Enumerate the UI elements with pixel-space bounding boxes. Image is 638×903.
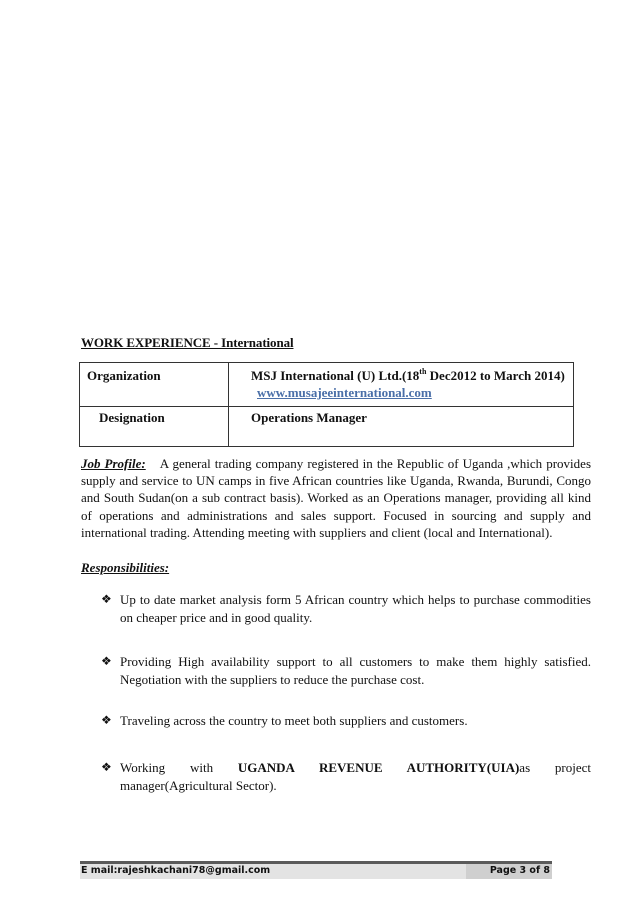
designation-value: Operations Manager: [229, 407, 574, 447]
list-item: ❖ Providing High availability support to all customers to make them highly satisfied. Negotiation with the suppliers to reduce the purchase cost.: [101, 654, 591, 687]
footer-email: E mail:rajeshkachani78@gmail.com: [81, 865, 271, 876]
job-profile-label: Job Profile:: [81, 456, 146, 471]
page-footer: [80, 861, 552, 879]
page-number: Page 3 of 8: [489, 865, 550, 876]
diamond-bullet-icon: ❖: [101, 760, 112, 774]
section-heading: WORK EXPERIENCE - International: [81, 335, 294, 350]
job-profile-text: A general trading company registered in the Republic of Uganda ,which provides supply and service to UN camps in five African countries like Uganda, Rwanda, Burundi, Congo and South Sudan(on a sub contract basis). Worked as an Operations manager, providing all kind of operations and administrations and sales support. Focused in sourcing and supply and international trading. Attending meeting with suppliers and client (local and International).: [81, 456, 592, 540]
designation-label: Designation: [80, 407, 229, 447]
responsibilities-heading: Responsibilities:: [81, 560, 170, 575]
list-item: ❖ Up to date market analysis form 5 African country which helps to purchase commodities on cheaper price and in good quality.: [101, 592, 591, 625]
list-item: ❖ Working with UGANDA REVENUE AUTHORITY(UIA)as project manager(Agricultural Sector).: [101, 760, 592, 793]
diamond-bullet-icon: ❖: [101, 713, 112, 727]
organization-value: MSJ International (U) Ltd.(18th Dec2012 to March 2014) www.musajeeinternational.com: [229, 363, 574, 407]
company-website-link[interactable]: www.musajeeinternational.com: [257, 385, 432, 400]
page-number-box: [466, 864, 552, 879]
job-profile-paragraph: [81, 455, 591, 541]
organization-table: [79, 362, 574, 447]
organization-label: Organization: [80, 363, 229, 407]
diamond-bullet-icon: ❖: [101, 654, 112, 668]
list-item: ❖ Traveling across the country to meet both suppliers and customers.: [101, 713, 468, 728]
diamond-bullet-icon: ❖: [101, 592, 112, 606]
